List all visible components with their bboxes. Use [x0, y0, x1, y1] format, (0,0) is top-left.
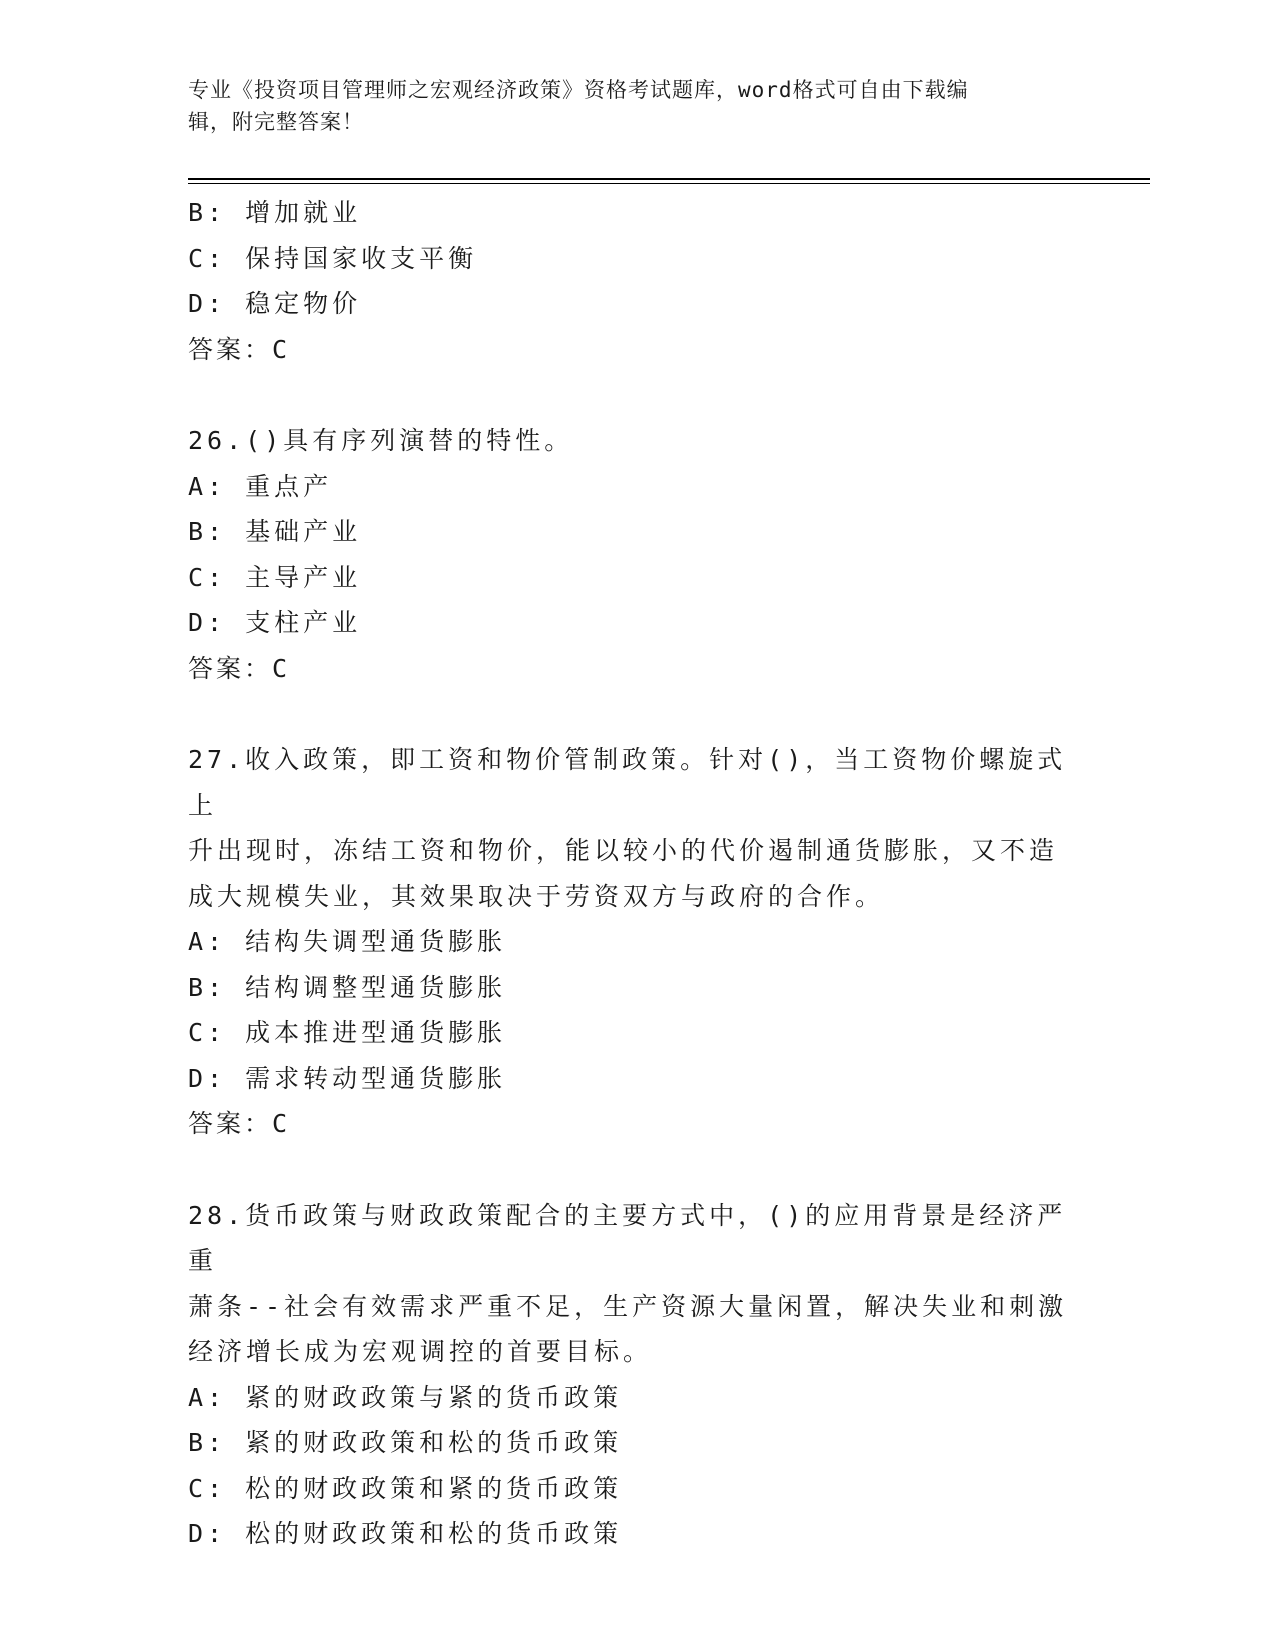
option-a: A: 紧的财政政策与紧的货币政策	[188, 1382, 623, 1412]
option-b: B: 增加就业	[188, 198, 362, 227]
option-b: B: 紧的财政政策和松的货币政策	[188, 1428, 623, 1457]
option-d: D: 支柱产业	[188, 608, 362, 637]
option-d: D: 稳定物价	[188, 289, 362, 318]
document-header	[188, 74, 1088, 138]
header-line-1: 专业《投资项目管理师之宏观经济政策》资格考试题库，word格式可自由下载编	[188, 78, 969, 102]
answer-line: 答案：C	[188, 1109, 291, 1138]
question-text-line-3: 成大规模失业，其效果取决于劳资双方与政府的合作。	[188, 881, 885, 911]
question-text-line-2: 升出现时，冻结工资和物价，能以较小的代价遏制通货膨胀，又不造	[188, 836, 1059, 865]
question-text-line-1: 27.收入政策，即工资和物价管制政策。针对()，当工资物价螺旋式上	[188, 745, 1067, 820]
question-25-continuation	[188, 190, 1088, 372]
option-d: D: 松的财政政策和松的货币政策	[188, 1519, 623, 1548]
question-content	[188, 190, 1088, 1557]
option-b: B: 基础产业	[188, 517, 362, 546]
header-divider-thin	[188, 183, 1150, 184]
option-d: D: 需求转动型通货膨胀	[188, 1063, 507, 1093]
question-text-line-3: 经济增长成为宏观调控的首要目标。	[188, 1337, 653, 1366]
question-text: 26.()具有序列演替的特性。	[188, 426, 574, 455]
header-line-2: 辑，附完整答案！	[188, 110, 364, 134]
question-26	[188, 418, 1088, 691]
answer-line: 答案：C	[188, 334, 291, 364]
option-c: C: 松的财政政策和紧的货币政策	[188, 1473, 623, 1503]
option-c: C: 成本推进型通货膨胀	[188, 1018, 507, 1047]
option-a: A: 结构失调型通货膨胀	[188, 927, 507, 956]
question-27	[188, 737, 1088, 1147]
option-b: B: 结构调整型通货膨胀	[188, 972, 507, 1002]
answer-line: 答案：C	[188, 653, 291, 683]
option-a: A: 重点产	[188, 471, 333, 501]
header-divider-thick	[188, 178, 1150, 180]
question-28	[188, 1193, 1088, 1557]
question-text-line-2: 萧条--社会有效需求严重不足，生产资源大量闲置，解决失业和刺激	[188, 1291, 1068, 1321]
question-text-line-1: 28.货币政策与财政政策配合的主要方式中，()的应用背景是经济严重	[188, 1200, 1067, 1275]
option-c: C: 主导产业	[188, 562, 362, 592]
option-c: C: 保持国家收支平衡	[188, 243, 478, 273]
